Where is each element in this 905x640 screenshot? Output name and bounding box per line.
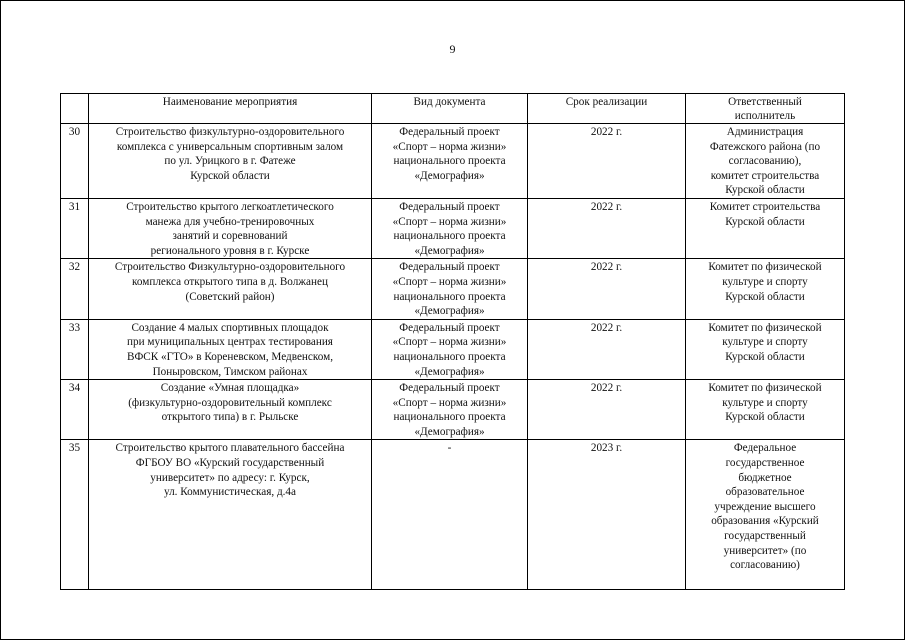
responsible-executor <box>686 380 845 440</box>
cell-line: 2022 г. <box>590 321 623 334</box>
table-row <box>61 259 845 319</box>
cell-line: «Демография» <box>414 169 485 182</box>
activity-name <box>89 319 372 379</box>
cell-line: Федеральный проект <box>399 382 500 395</box>
document-type <box>372 259 528 319</box>
cell-line: Курской области <box>725 350 805 363</box>
cell-line: Строительство крытого легкоатлетического <box>126 200 334 213</box>
cell-line: (физкультурно-оздоровительный комплекс <box>128 396 332 409</box>
cell-line: Строительство Физкультурно-оздоровительного <box>114 261 346 274</box>
cell-line: национального проекта <box>393 290 506 303</box>
cell-line: Наименование мероприятия <box>162 96 298 108</box>
responsible-executor <box>686 124 845 199</box>
activity-name <box>89 259 372 319</box>
cell-line <box>64 95 85 109</box>
cell-line: «Демография» <box>414 305 485 318</box>
implementation-term <box>528 198 686 258</box>
cell-line: бюджетное <box>738 471 792 484</box>
table-row <box>61 198 845 258</box>
cell-line: Федеральное <box>733 442 797 455</box>
table-row <box>61 319 845 379</box>
responsible-executor <box>686 319 845 379</box>
table-row <box>61 124 845 199</box>
cell-line: комплекса открытого типа в д. Волжанец <box>132 275 328 288</box>
header-cell-num <box>61 94 89 124</box>
responsible-executor <box>686 198 845 258</box>
cell-line: согласованию), <box>728 155 802 168</box>
cell-line: Поныровском, Тимском районах <box>152 365 308 378</box>
cell-line: государственное <box>725 457 805 470</box>
row-number: 32 <box>61 259 89 319</box>
cell-line: культуре и спорту <box>722 336 808 349</box>
cell-line: ФГБОУ ВО «Курский государственный <box>135 457 325 470</box>
cell-line: национального проекта <box>393 155 506 168</box>
implementation-term <box>528 319 686 379</box>
cell-line: Администрация <box>726 126 804 138</box>
cell-line: 2022 г. <box>590 200 623 213</box>
cell-line: образования «Курский <box>711 515 819 528</box>
table-header-row <box>61 94 845 124</box>
cell-line: Курской области <box>725 411 805 424</box>
cell-line: занятий и соревнований <box>172 230 288 243</box>
document-type <box>372 440 528 590</box>
cell-line: Создание 4 малых спортивных площадок <box>131 321 329 334</box>
cell-line: государственный <box>724 530 806 543</box>
cell-line: Курской области <box>725 184 805 197</box>
cell-line: национального проекта <box>393 411 506 424</box>
cell-line: Федеральный проект <box>399 321 500 334</box>
cell-line: при муниципальных центрах тестирования <box>127 336 333 349</box>
table-row <box>61 440 845 590</box>
document-type <box>372 380 528 440</box>
cell-line: комитет строительства <box>710 169 820 182</box>
activity-name <box>89 198 372 258</box>
cell-line: Ответственный <box>728 96 802 108</box>
cell-line: Курской области <box>725 290 805 303</box>
cell-line: учреждение высшего <box>714 500 816 513</box>
cell-line: национального проекта <box>393 230 506 243</box>
cell-line: (Советский район) <box>185 290 275 303</box>
cell-line: Фатежского района (по <box>709 140 821 153</box>
cell-line: регионального уровня в г. Курске <box>150 244 310 257</box>
cell-line: по ул. Урицкого в г. Фатеже <box>164 155 296 168</box>
cell-line: 2022 г. <box>590 382 623 395</box>
cell-line: Вид документа <box>413 96 486 108</box>
activity-name <box>89 124 372 199</box>
cell-line: Комитет по физической <box>708 321 822 334</box>
cell-line: Федеральный проект <box>399 126 500 138</box>
cell-line: - <box>447 442 452 455</box>
header-cell-name <box>89 94 372 124</box>
cell-line: «Спорт – норма жизни» <box>392 336 507 349</box>
cell-line: манежа для учебно-тренировочных <box>145 215 315 228</box>
cell-line: комплекса с универсальным спортивным залом <box>116 140 344 153</box>
cell-line: исполнитель <box>734 110 796 122</box>
cell-line: Комитет по физической <box>708 261 822 274</box>
cell-line: Комитет по физической <box>708 382 822 395</box>
cell-line: культуре и спорту <box>722 275 808 288</box>
responsible-executor <box>686 440 845 590</box>
cell-line: «Спорт – норма жизни» <box>392 396 507 409</box>
activity-name <box>89 380 372 440</box>
implementation-term <box>528 259 686 319</box>
cell-line: 2023 г. <box>590 442 623 455</box>
row-number: 35 <box>61 440 89 590</box>
header-cell-doc <box>372 94 528 124</box>
document-type <box>372 198 528 258</box>
row-number: 33 <box>61 319 89 379</box>
cell-line: национального проекта <box>393 350 506 363</box>
cell-line: Комитет строительства <box>709 200 821 213</box>
responsible-executor <box>686 259 845 319</box>
cell-line: образовательное <box>725 486 805 499</box>
header-cell-resp <box>686 94 845 124</box>
cell-line: 2022 г. <box>590 261 623 274</box>
activity-name <box>89 440 372 590</box>
cell-line: университет» (по <box>723 544 807 557</box>
header-cell-term <box>528 94 686 124</box>
activities-table <box>60 93 845 590</box>
cell-line: Федеральный проект <box>399 261 500 274</box>
cell-line: «Спорт – норма жизни» <box>392 215 507 228</box>
cell-line: «Демография» <box>414 244 485 257</box>
cell-line: Федеральный проект <box>399 200 500 213</box>
document-type <box>372 124 528 199</box>
cell-line: «Демография» <box>414 365 485 378</box>
cell-line: ВФСК «ГТО» в Кореневском, Медвенском, <box>127 350 333 363</box>
cell-line: открытого типа) в г. Рыльске <box>161 411 299 424</box>
row-number: 30 <box>61 124 89 199</box>
cell-line: культуре и спорту <box>722 396 808 409</box>
cell-line: «Демография» <box>414 425 485 438</box>
cell-line: Строительство крытого плавательного бассейна <box>115 442 345 455</box>
cell-line: Строительство физкультурно-оздоровительного <box>115 126 345 138</box>
document-type <box>372 319 528 379</box>
cell-line: «Спорт – норма жизни» <box>392 140 507 153</box>
implementation-term <box>528 380 686 440</box>
row-number: 31 <box>61 198 89 258</box>
implementation-term <box>528 124 686 199</box>
cell-line: Срок реализации <box>565 96 648 108</box>
table-row <box>61 380 845 440</box>
cell-line: Курской области <box>725 215 805 228</box>
row-number: 34 <box>61 380 89 440</box>
cell-line: согласованию) <box>730 559 800 572</box>
cell-line: университет» по адресу: г. Курск, <box>150 471 310 484</box>
cell-line: 2022 г. <box>590 126 623 138</box>
implementation-term <box>528 440 686 590</box>
page-number: 9 <box>449 42 456 56</box>
cell-line: Создание «Умная площадка» <box>160 382 300 395</box>
cell-line: ул. Коммунистическая, д.4а <box>164 486 296 499</box>
cell-line: «Спорт – норма жизни» <box>392 275 507 288</box>
cell-line: Курской области <box>190 169 270 182</box>
